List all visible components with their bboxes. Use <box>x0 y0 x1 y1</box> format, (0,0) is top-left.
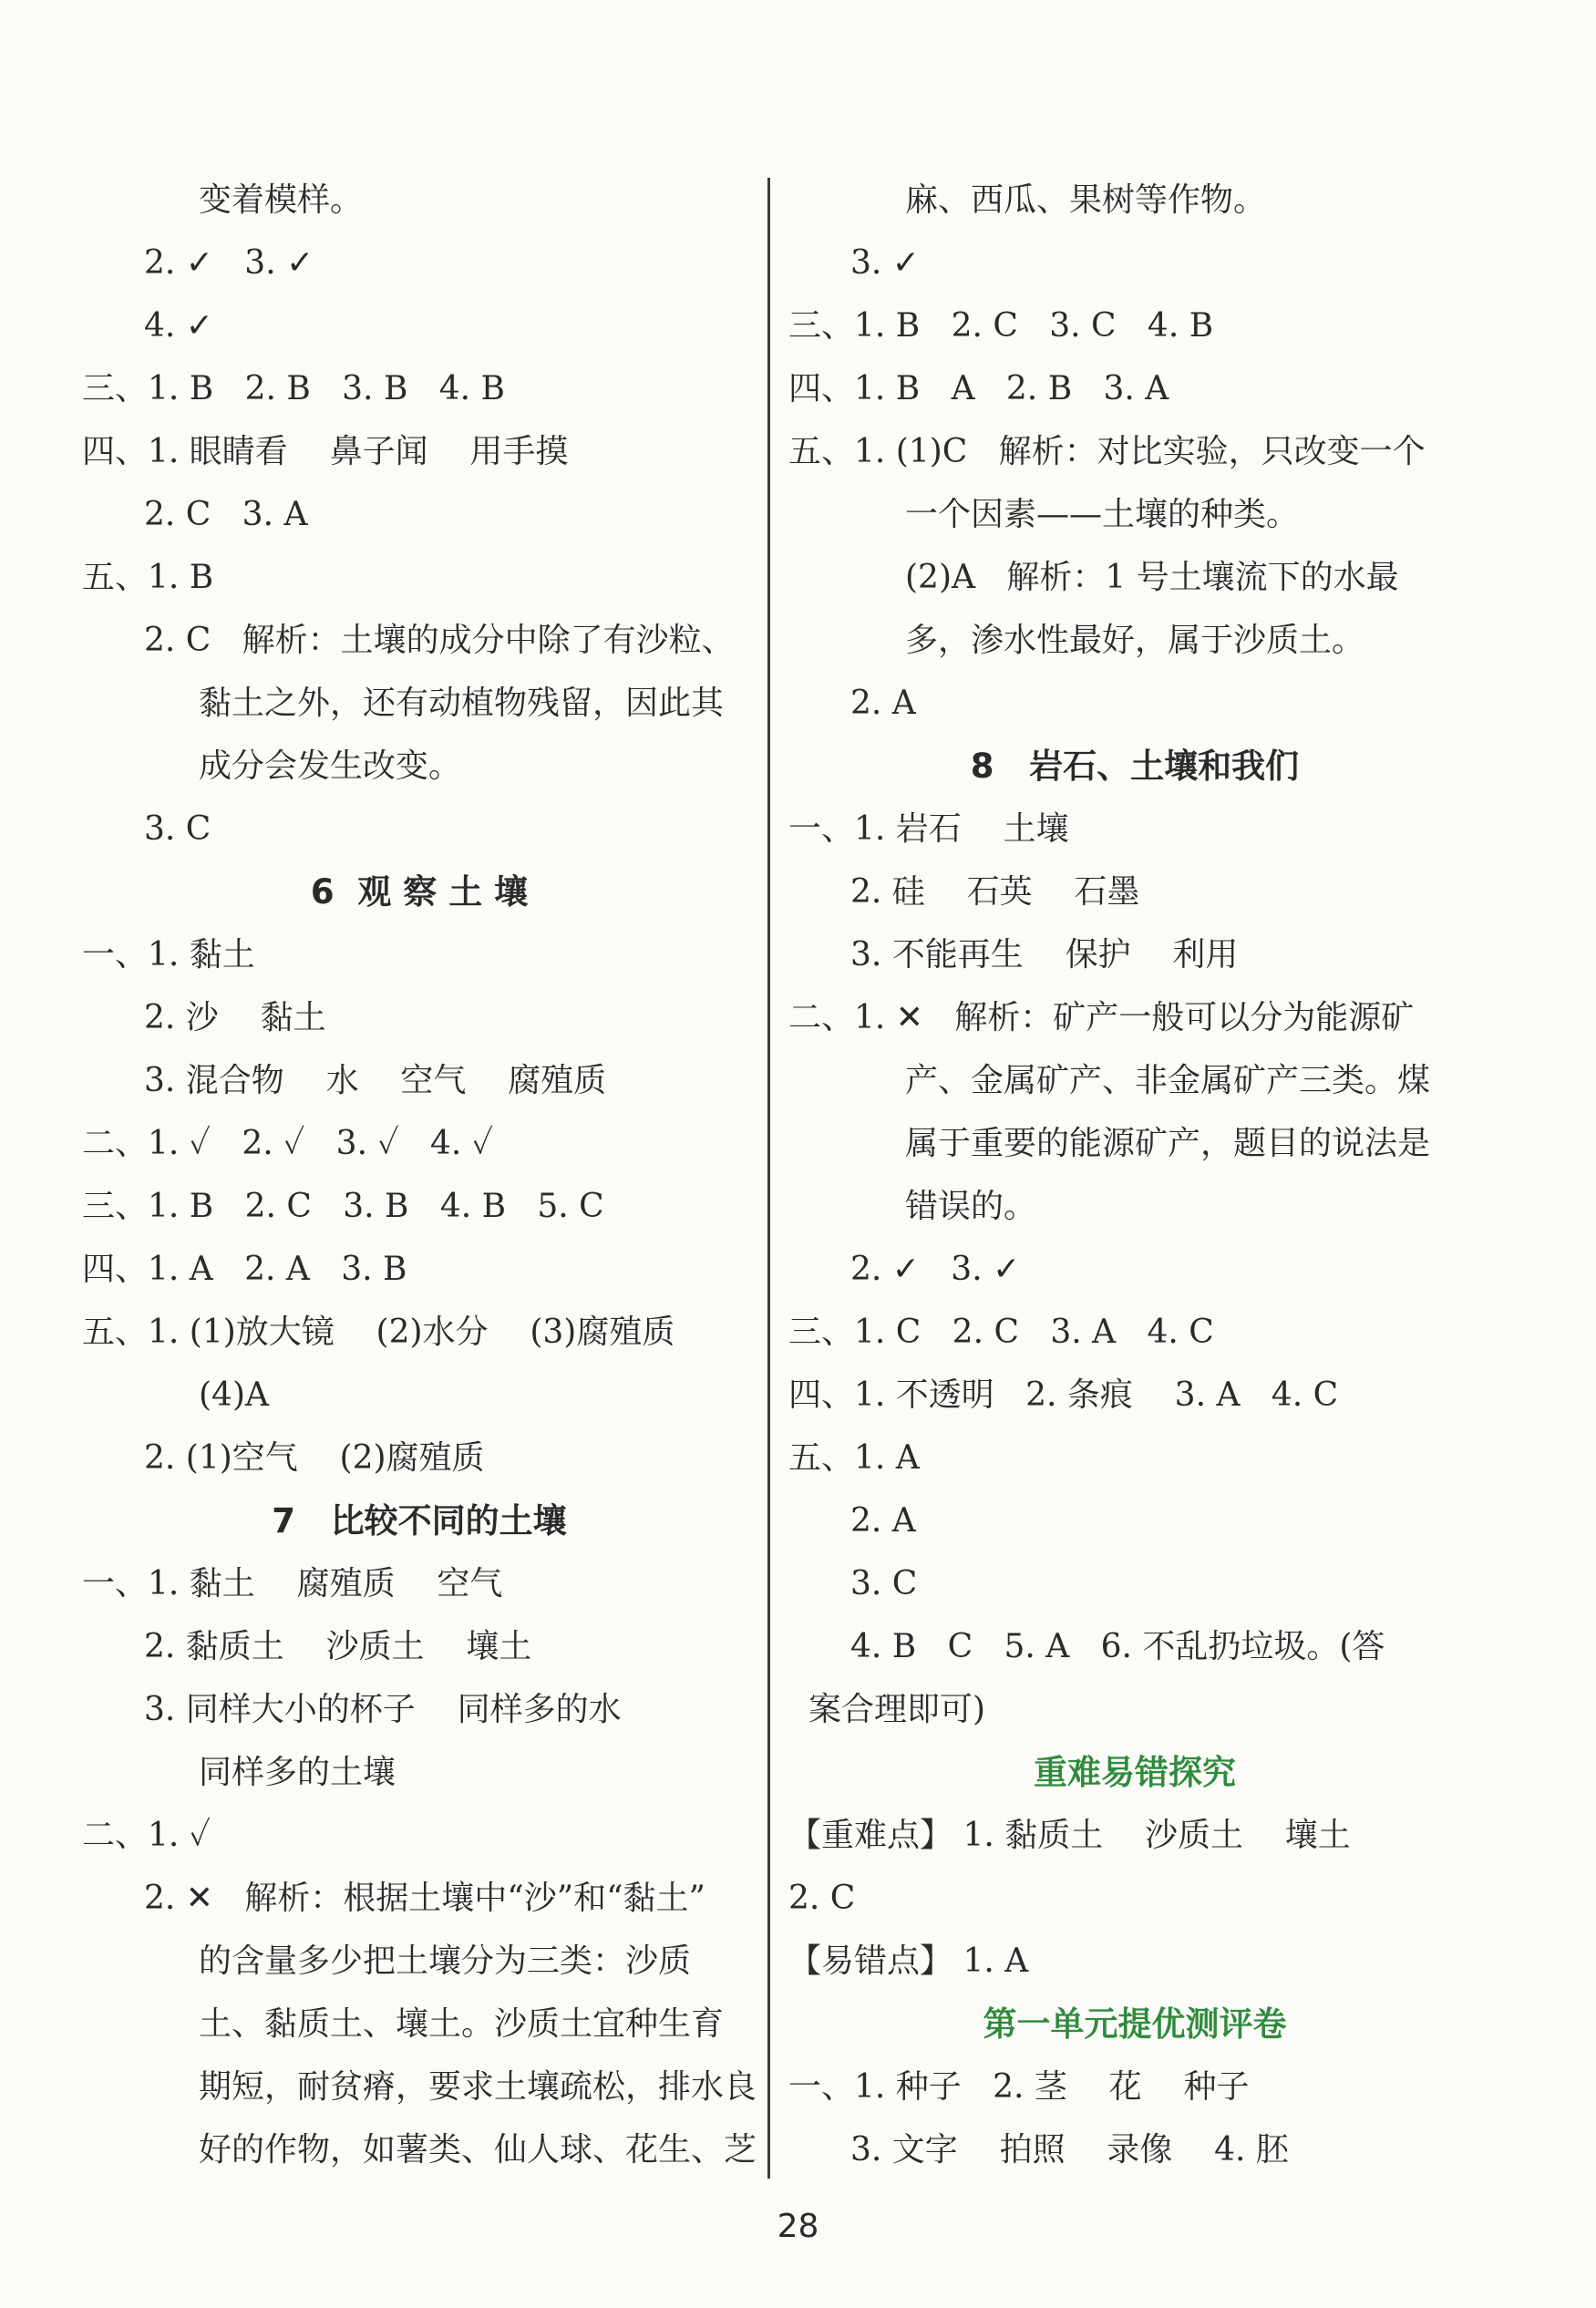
answer-line: 期短，耐贫瘠，要求土壤疏松，排水良 <box>199 2068 757 2106</box>
answer-line: 2. C <box>788 1880 856 1917</box>
answer-line: 2. C 3. A <box>144 496 308 533</box>
answer-line: 二、1. ✓ <box>82 1817 211 1854</box>
answer-line: 五、1. B <box>82 559 214 596</box>
section-heading: 8 岩石、土壤和我们 <box>970 747 1300 786</box>
answer-line: 四、1. 眼睛看 鼻子闻 用手摸 <box>82 433 569 470</box>
answer-line: 2. ✓ 3. ✓ <box>144 244 314 282</box>
answer-line: 三、1. B 2. C 3. C 4. B <box>788 307 1214 345</box>
answer-line: 的含量多少把土壤分为三类：沙质 <box>199 1942 692 1980</box>
column-divider <box>767 178 770 2179</box>
answer-line: 2. A <box>850 685 916 722</box>
section-heading: 重难易错探究 <box>1034 1753 1236 1792</box>
answer-line: 2. 硅 石英 石墨 <box>850 873 1140 911</box>
answer-line: 3. C <box>144 810 211 848</box>
answer-line: 四、1. B A 2. B 3. A <box>788 370 1169 407</box>
answer-line: 多，渗水性最好，属于沙质土。 <box>905 622 1365 659</box>
answer-line: 2. 黏质土 沙质土 壤土 <box>144 1628 532 1665</box>
section-heading: 7 比较不同的土壤 <box>272 1501 567 1540</box>
answer-line: 五、1. (1)放大镜 (2)水分 (3)腐殖质 <box>82 1314 675 1351</box>
answer-line: 3. 混合物 水 空气 腐殖质 <box>144 1062 607 1099</box>
answer-line: 属于重要的能源矿产，题目的说法是 <box>905 1125 1431 1162</box>
answer-line: 【易错点】 1. A <box>788 1942 1029 1980</box>
section-heading: 第一单元提优测评卷 <box>983 2004 1287 2044</box>
answer-line: 三、1. B 2. B 3. B 4. B <box>82 370 505 407</box>
answer-line: 一、1. 岩石 土壤 <box>788 810 1069 848</box>
answer-line: 一、1. 黏土 腐殖质 空气 <box>82 1565 503 1602</box>
answer-line: 4. B C 5. A 6. 不乱扔垃圾。(答 <box>850 1628 1385 1665</box>
answer-line: 2. (1)空气 (2)腐殖质 <box>144 1439 485 1477</box>
answer-line: 2. C 解析：土壤的成分中除了有沙粒、 <box>144 622 735 659</box>
answer-line: 案合理即可) <box>808 1691 986 1728</box>
answer-line: 四、1. A 2. A 3. B <box>82 1251 407 1288</box>
answer-line: 三、1. B 2. C 3. B 4. B 5. C <box>82 1188 604 1225</box>
answer-line: 3. C <box>850 1565 918 1602</box>
answer-line: 3. 文字 拍照 录像 4. 胚 <box>850 2131 1289 2169</box>
answer-line: 好的作物，如薯类、仙人球、花生、芝 <box>199 2131 757 2169</box>
section-heading: 6 观 察 土 壤 <box>310 872 529 912</box>
answer-line: (4)A <box>199 1376 269 1414</box>
answer-line: 3. ✓ <box>850 244 920 282</box>
answer-line: 五、1. A <box>788 1439 920 1477</box>
answer-line: 2. 沙 黏土 <box>144 999 326 1036</box>
answer-line: 2. ✓ 3. ✓ <box>850 1251 1021 1288</box>
answer-line: 3. 同样大小的杯子 同样多的水 <box>144 1691 622 1728</box>
answer-line: 一、1. 种子 2. 茎 花 种子 <box>788 2068 1250 2106</box>
answer-line: 变着模样。 <box>199 181 364 219</box>
answer-line: 同样多的土壤 <box>199 1754 396 1791</box>
answer-line: 4. ✓ <box>144 307 213 345</box>
answer-line: 2. ✕ 解析：根据土壤中“沙”和“黏土” <box>144 1880 705 1917</box>
answer-line: 错误的。 <box>905 1188 1037 1225</box>
answer-line: 【重难点】 1. 黏质土 沙质土 壤土 <box>788 1817 1351 1854</box>
answer-line: 土、黏质土、壤土。沙质土宜种生育 <box>199 2005 725 2043</box>
answer-line: 2. A <box>850 1502 916 1540</box>
answer-line: 一、1. 黏土 <box>82 936 255 974</box>
answer-line: 二、1. ✓ 2. ✓ 3. ✓ 4. ✓ <box>82 1125 494 1162</box>
answer-line: 三、1. C 2. C 3. A 4. C <box>788 1314 1214 1351</box>
answer-line: (2)A 解析：1 号土壤流下的水最 <box>905 559 1399 596</box>
answer-line: 成分会发生改变。 <box>199 747 462 785</box>
answer-line: 四、1. 不透明 2. 条痕 3. A 4. C <box>788 1376 1339 1414</box>
page-number: 28 <box>777 2208 819 2245</box>
answer-line: 二、1. ✕ 解析：矿产一般可以分为能源矿 <box>788 999 1415 1036</box>
answer-line: 麻、西瓜、果树等作物。 <box>905 181 1267 219</box>
answer-line: 3. 不能再生 保护 利用 <box>850 936 1239 974</box>
answer-line: 产、金属矿产、非金属矿产三类。煤 <box>905 1062 1431 1099</box>
left-column <box>82 169 757 2181</box>
answer-line: 一个因素——土壤的种类。 <box>905 496 1300 533</box>
answer-line: 五、1. (1)C 解析：对比实验，只改变一个 <box>788 433 1426 470</box>
right-column <box>788 169 1481 2181</box>
answer-line: 黏土之外，还有动植物残留，因此其 <box>199 685 725 722</box>
